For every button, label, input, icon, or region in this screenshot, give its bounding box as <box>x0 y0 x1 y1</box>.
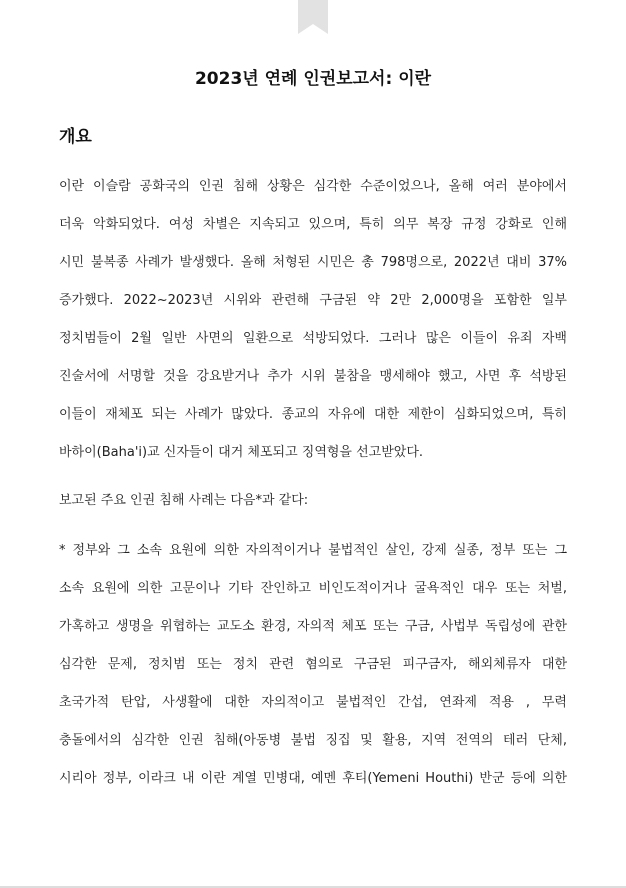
paragraph-line: 정치범들이 2월 일반 사면의 일환으로 석방되었다. 그러나 많은 이들이 유죄 자백 <box>59 331 567 346</box>
paragraph-line: * 정부와 그 소속 요원에 의한 자의적이거나 불법적인 살인, 강제 실종, 정부 또는 그 <box>59 543 567 558</box>
paragraph-line: 보고된 주요 인권 침해 사례는 다음*과 같다: <box>59 493 309 508</box>
paragraph-line: 심각한 문제, 정치범 또는 정치 관련 혐의로 구금된 피구금자, 해외체류자 대한 <box>59 657 567 672</box>
paragraph-line: 바하이(Baha'i)교 신자들이 대거 체포되고 징역형을 선고받았다. <box>59 445 424 460</box>
paragraph-line: 시리아 정부, 이라크 내 이란 계열 민병대, 예멘 후티(Yemeni Houthi) 반군 등에 의한 <box>59 771 567 786</box>
document-title: 2023년 연례 인권보고서: 이란 <box>194 69 432 89</box>
abuses-intro-paragraph <box>59 482 567 520</box>
overview-paragraph <box>59 168 567 472</box>
abuses-list-paragraph <box>59 532 567 798</box>
paragraph-line: 이란 이슬람 공화국의 인권 침해 상황은 심각한 수준이었으나, 올해 여러 분야에서 <box>59 179 567 194</box>
paragraph-line: 초국가적 탄압, 사생활에 대한 자의적이고 불법적인 간섭, 연좌제 적용 , 무력 <box>59 695 567 710</box>
section-heading-overview: 개요 <box>59 127 92 147</box>
paragraph-line: 충돌에서의 심각한 인권 침해(아동병 불법 징집 및 활용, 지역 전역의 테러 단체, <box>59 733 567 748</box>
paragraph-line: 증가했다. 2022~2023년 시위와 관련해 구금된 약 2만 2,000명을 포함한 일부 <box>59 293 567 308</box>
bookmark-icon[interactable] <box>298 0 328 34</box>
paragraph-line: 진술서에 서명할 것을 강요받거나 추가 시위 불참을 맹세해야 했고, 사면 후 석방된 <box>59 369 567 384</box>
paragraph-line: 가혹하고 생명을 위협하는 교도소 환경, 자의적 체포 또는 구금, 사법부 독립성에 관한 <box>59 619 567 634</box>
paragraph-line: 소속 요원에 의한 고문이나 기타 잔인하고 비인도적이거나 굴욕적인 대우 또는 처벌, <box>59 581 567 596</box>
paragraph-line: 더욱 악화되었다. 여성 차별은 지속되고 있으며, 특히 의무 복장 규정 강화로 인해 <box>59 217 567 232</box>
paragraph-line: 이들이 재체포 되는 사례가 많았다. 종교의 자유에 대한 제한이 심화되었으며, 특히 <box>59 407 567 422</box>
paragraph-line: 시민 불복종 사례가 발생했다. 올해 처형된 시민은 총 798명으로, 2022년 대비 37% <box>59 255 567 270</box>
